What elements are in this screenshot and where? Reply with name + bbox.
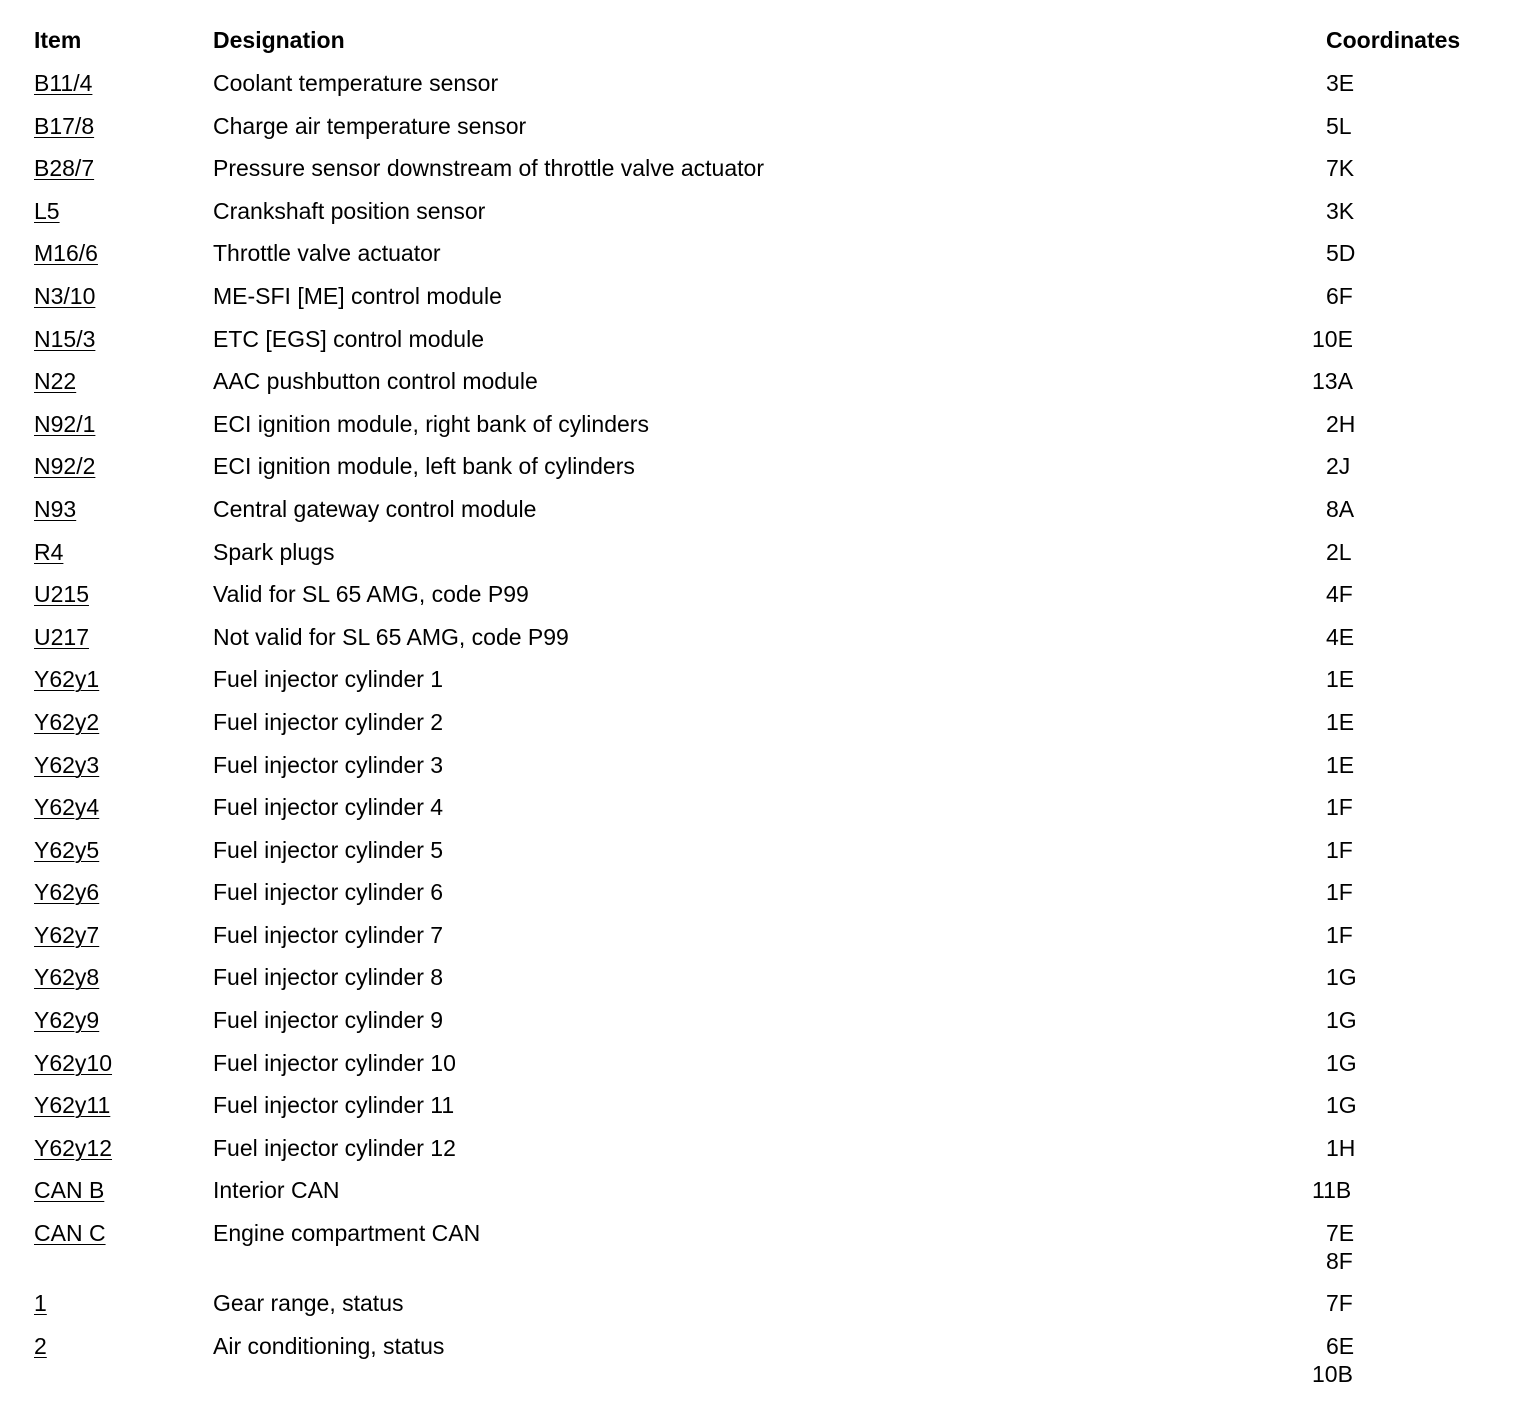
- coordinate-value: 10B: [1312, 1360, 1353, 1387]
- item-link[interactable]: CAN B: [34, 1177, 105, 1204]
- table-row: [34, 921, 1494, 964]
- coordinate-value: 1E: [1326, 751, 1355, 778]
- coordinate-value: 4F: [1326, 581, 1353, 608]
- component-legend-table: [34, 26, 1494, 1402]
- designation-cell: Air conditioning, status: [213, 1332, 445, 1359]
- table-row: [34, 1049, 1494, 1092]
- item-cell: [34, 112, 213, 140]
- designation-cell: Fuel injector cylinder 2: [213, 708, 444, 735]
- item-link[interactable]: Y62y4: [34, 794, 100, 821]
- coordinates-cell: [1326, 197, 1494, 225]
- item-link[interactable]: Y62y1: [34, 666, 100, 693]
- table-row: [34, 878, 1494, 921]
- coordinate-value: 8F: [1326, 1248, 1353, 1275]
- table-row: [34, 69, 1494, 112]
- item-link[interactable]: 2: [34, 1332, 47, 1359]
- coordinate-value: 1G: [1326, 1007, 1357, 1034]
- table-row: [34, 495, 1494, 538]
- designation-cell: Fuel injector cylinder 11: [213, 1092, 455, 1119]
- item-cell: [34, 878, 213, 906]
- coordinate-value: 7F: [1326, 1290, 1353, 1317]
- table-row: [34, 1091, 1494, 1134]
- table-row: [34, 1176, 1494, 1219]
- coordinate-value: 2J: [1326, 453, 1351, 480]
- designation-cell: Gear range, status: [213, 1290, 404, 1317]
- designation-cell: AAC pushbutton control module: [213, 368, 538, 395]
- coordinate-value: 1E: [1326, 666, 1355, 693]
- item-link[interactable]: L5: [34, 197, 60, 224]
- coordinates-cell: [1326, 878, 1494, 906]
- coordinate-value: 7E: [1326, 1220, 1355, 1247]
- coordinate-value: 2L: [1326, 538, 1352, 565]
- coordinates-cell: [1326, 1091, 1494, 1119]
- item-cell: [34, 410, 213, 438]
- coordinates-cell: [1326, 751, 1494, 779]
- designation-cell: Fuel injector cylinder 4: [213, 794, 444, 821]
- designation-cell: Engine compartment CAN: [213, 1220, 481, 1247]
- coordinate-value: 13A: [1312, 368, 1353, 395]
- table-row: [34, 836, 1494, 879]
- item-link[interactable]: 1: [34, 1290, 47, 1317]
- item-link[interactable]: Y62y6: [34, 879, 100, 906]
- coordinate-value: 6E: [1326, 1332, 1355, 1359]
- item-link[interactable]: N3/10: [34, 282, 96, 309]
- designation-cell: Fuel injector cylinder 10: [213, 1049, 456, 1076]
- item-cell: [34, 1332, 213, 1360]
- table-row: [34, 452, 1494, 495]
- item-link[interactable]: N92/2: [34, 453, 96, 480]
- coordinate-value: 2H: [1326, 410, 1356, 437]
- item-cell: [34, 623, 213, 651]
- item-link[interactable]: Y62y12: [34, 1134, 113, 1161]
- designation-cell: Coolant temperature sensor: [213, 70, 499, 96]
- designation-cell: Fuel injector cylinder 7: [213, 921, 444, 948]
- table-row: [34, 325, 1494, 368]
- designation-cell: ETC [EGS] control module: [213, 325, 484, 352]
- coordinates-cell: [1312, 1332, 1494, 1388]
- item-link[interactable]: Y62y2: [34, 708, 100, 735]
- item-cell: [34, 282, 213, 310]
- coordinates-cell: [1326, 452, 1494, 480]
- item-cell: [34, 793, 213, 821]
- table-row: [34, 793, 1494, 836]
- designation-cell: Not valid for SL 65 AMG, code P99: [213, 623, 569, 650]
- table-row: [34, 1134, 1494, 1177]
- designation-cell: ECI ignition module, left bank of cylinders: [213, 453, 635, 480]
- designation-cell: Fuel injector cylinder 9: [213, 1007, 444, 1034]
- coordinates-cell: [1312, 1176, 1494, 1204]
- designation-cell: Fuel injector cylinder 8: [213, 964, 444, 991]
- designation-cell: Central gateway control module: [213, 495, 537, 522]
- item-link[interactable]: U215: [34, 581, 89, 608]
- coordinate-value: 1G: [1326, 964, 1357, 991]
- item-link[interactable]: Y62y11: [34, 1092, 111, 1119]
- table-row: [34, 580, 1494, 623]
- item-link[interactable]: N15/3: [34, 325, 96, 352]
- item-cell: [34, 495, 213, 523]
- coordinates-cell: [1326, 112, 1494, 140]
- designation-cell: ME-SFI [ME] control module: [213, 282, 502, 309]
- designation-cell: Fuel injector cylinder 12: [213, 1134, 456, 1161]
- table-row: [34, 1332, 1494, 1402]
- coordinates-cell: [1312, 325, 1494, 353]
- designation-cell: Valid for SL 65 AMG, code P99: [213, 581, 529, 608]
- coordinates-cell: [1326, 921, 1494, 949]
- coordinate-value: 1G: [1326, 1092, 1357, 1119]
- item-link[interactable]: U217: [34, 623, 89, 650]
- coordinate-value: 7K: [1326, 155, 1355, 182]
- table-row: [34, 1289, 1494, 1332]
- header-designation: Designation: [213, 27, 345, 53]
- coordinates-cell: [1326, 665, 1494, 693]
- coordinates-cell: [1326, 1134, 1494, 1162]
- item-link[interactable]: CAN C: [34, 1220, 106, 1247]
- table-header: [34, 26, 1494, 69]
- item-cell: [34, 836, 213, 864]
- designation-cell: Pressure sensor downstream of throttle valve actuator: [213, 155, 764, 182]
- item-cell: [34, 921, 213, 949]
- item-link[interactable]: B28/7: [34, 155, 95, 182]
- item-link[interactable]: N93: [34, 495, 77, 522]
- table-row: [34, 538, 1494, 581]
- table-row: [34, 963, 1494, 1006]
- header-item: Item: [34, 27, 82, 53]
- table-row: [34, 154, 1494, 197]
- coordinate-value: 1F: [1326, 879, 1353, 906]
- item-cell: [34, 963, 213, 991]
- coordinate-value: 3K: [1326, 197, 1355, 224]
- coordinates-cell: [1326, 1219, 1494, 1275]
- coordinates-cell: [1326, 69, 1494, 97]
- table-row: [34, 282, 1494, 325]
- coordinate-value: 4E: [1326, 623, 1355, 650]
- item-link[interactable]: B17/8: [34, 112, 95, 139]
- coordinates-cell: [1326, 154, 1494, 182]
- table-row: [34, 197, 1494, 240]
- coordinate-value: 5D: [1326, 240, 1356, 267]
- coordinates-cell: [1326, 623, 1494, 651]
- coordinate-value: 1F: [1326, 836, 1353, 863]
- item-cell: [34, 325, 213, 353]
- table-row: [34, 239, 1494, 282]
- item-link[interactable]: M16/6: [34, 240, 98, 267]
- item-cell: [34, 1134, 213, 1162]
- coordinate-value: 10E: [1312, 325, 1353, 352]
- coordinate-value: 1G: [1326, 1049, 1357, 1076]
- designation-cell: Spark plugs: [213, 538, 335, 565]
- coordinate-value: 8A: [1326, 495, 1355, 522]
- coordinates-cell: [1326, 836, 1494, 864]
- coordinate-value: 1E: [1326, 708, 1355, 735]
- item-link[interactable]: N92/1: [34, 410, 96, 437]
- item-link[interactable]: B11/4: [34, 70, 93, 96]
- item-link[interactable]: Y62y7: [34, 921, 100, 948]
- designation-cell: Crankshaft position sensor: [213, 197, 486, 224]
- table-row: [34, 1219, 1494, 1289]
- coordinates-cell: [1326, 239, 1494, 267]
- item-cell: [34, 1091, 213, 1119]
- item-link[interactable]: Y62y3: [34, 751, 100, 778]
- coordinates-cell: [1326, 1006, 1494, 1034]
- designation-cell: Fuel injector cylinder 1: [213, 666, 444, 693]
- table-row: [34, 751, 1494, 794]
- coordinate-value: 3E: [1326, 70, 1355, 96]
- coordinate-value: 1F: [1326, 794, 1353, 821]
- table-row: [34, 112, 1494, 155]
- item-cell: [34, 1289, 213, 1317]
- item-cell: [34, 1219, 213, 1247]
- item-link[interactable]: Y62y9: [34, 1007, 100, 1034]
- coordinates-cell: [1326, 538, 1494, 566]
- designation-cell: Charge air temperature sensor: [213, 112, 527, 139]
- item-cell: [34, 708, 213, 736]
- item-cell: [34, 1006, 213, 1034]
- coordinate-value: 6F: [1326, 282, 1353, 309]
- item-cell: [34, 751, 213, 779]
- designation-cell: ECI ignition module, right bank of cylinders: [213, 410, 649, 437]
- item-cell: [34, 69, 213, 97]
- item-link[interactable]: R4: [34, 538, 64, 565]
- header-coordinates: Coordinates: [1326, 27, 1461, 53]
- item-cell: [34, 367, 213, 395]
- designation-cell: Interior CAN: [213, 1177, 340, 1204]
- table-row: [34, 665, 1494, 708]
- item-link[interactable]: Y62y10: [34, 1049, 113, 1076]
- coordinates-cell: [1326, 580, 1494, 608]
- coordinates-cell: [1326, 410, 1494, 438]
- table-row: [34, 367, 1494, 410]
- coordinates-cell: [1326, 708, 1494, 736]
- item-cell: [34, 154, 213, 182]
- item-cell: [34, 1049, 213, 1077]
- table-row: [34, 708, 1494, 751]
- coordinates-cell: [1326, 963, 1494, 991]
- coordinates-cell: [1326, 282, 1494, 310]
- item-cell: [34, 665, 213, 693]
- item-link[interactable]: N22: [34, 368, 77, 395]
- coordinate-value: 11B: [1312, 1177, 1352, 1204]
- coordinate-value: 1F: [1326, 921, 1353, 948]
- coordinates-cell: [1326, 495, 1494, 523]
- item-link[interactable]: Y62y8: [34, 964, 100, 991]
- item-cell: [34, 538, 213, 566]
- coordinates-cell: [1326, 793, 1494, 821]
- coordinate-value: 1H: [1326, 1134, 1356, 1161]
- item-cell: [34, 452, 213, 480]
- designation-cell: Fuel injector cylinder 3: [213, 751, 444, 778]
- designation-cell: Fuel injector cylinder 5: [213, 836, 444, 863]
- table-row: [34, 1006, 1494, 1049]
- item-cell: [34, 1176, 213, 1204]
- item-cell: [34, 197, 213, 225]
- coordinates-cell: [1326, 1289, 1494, 1317]
- designation-cell: Throttle valve actuator: [213, 240, 441, 267]
- table-body: [34, 69, 1494, 1402]
- item-cell: [34, 580, 213, 608]
- designation-cell: Fuel injector cylinder 6: [213, 879, 444, 906]
- coordinates-cell: [1326, 1049, 1494, 1077]
- coordinate-value: 5L: [1326, 112, 1352, 139]
- item-link[interactable]: Y62y5: [34, 836, 100, 863]
- table-row: [34, 623, 1494, 666]
- coordinates-cell: [1312, 367, 1494, 395]
- table-row: [34, 410, 1494, 453]
- item-cell: [34, 239, 213, 267]
